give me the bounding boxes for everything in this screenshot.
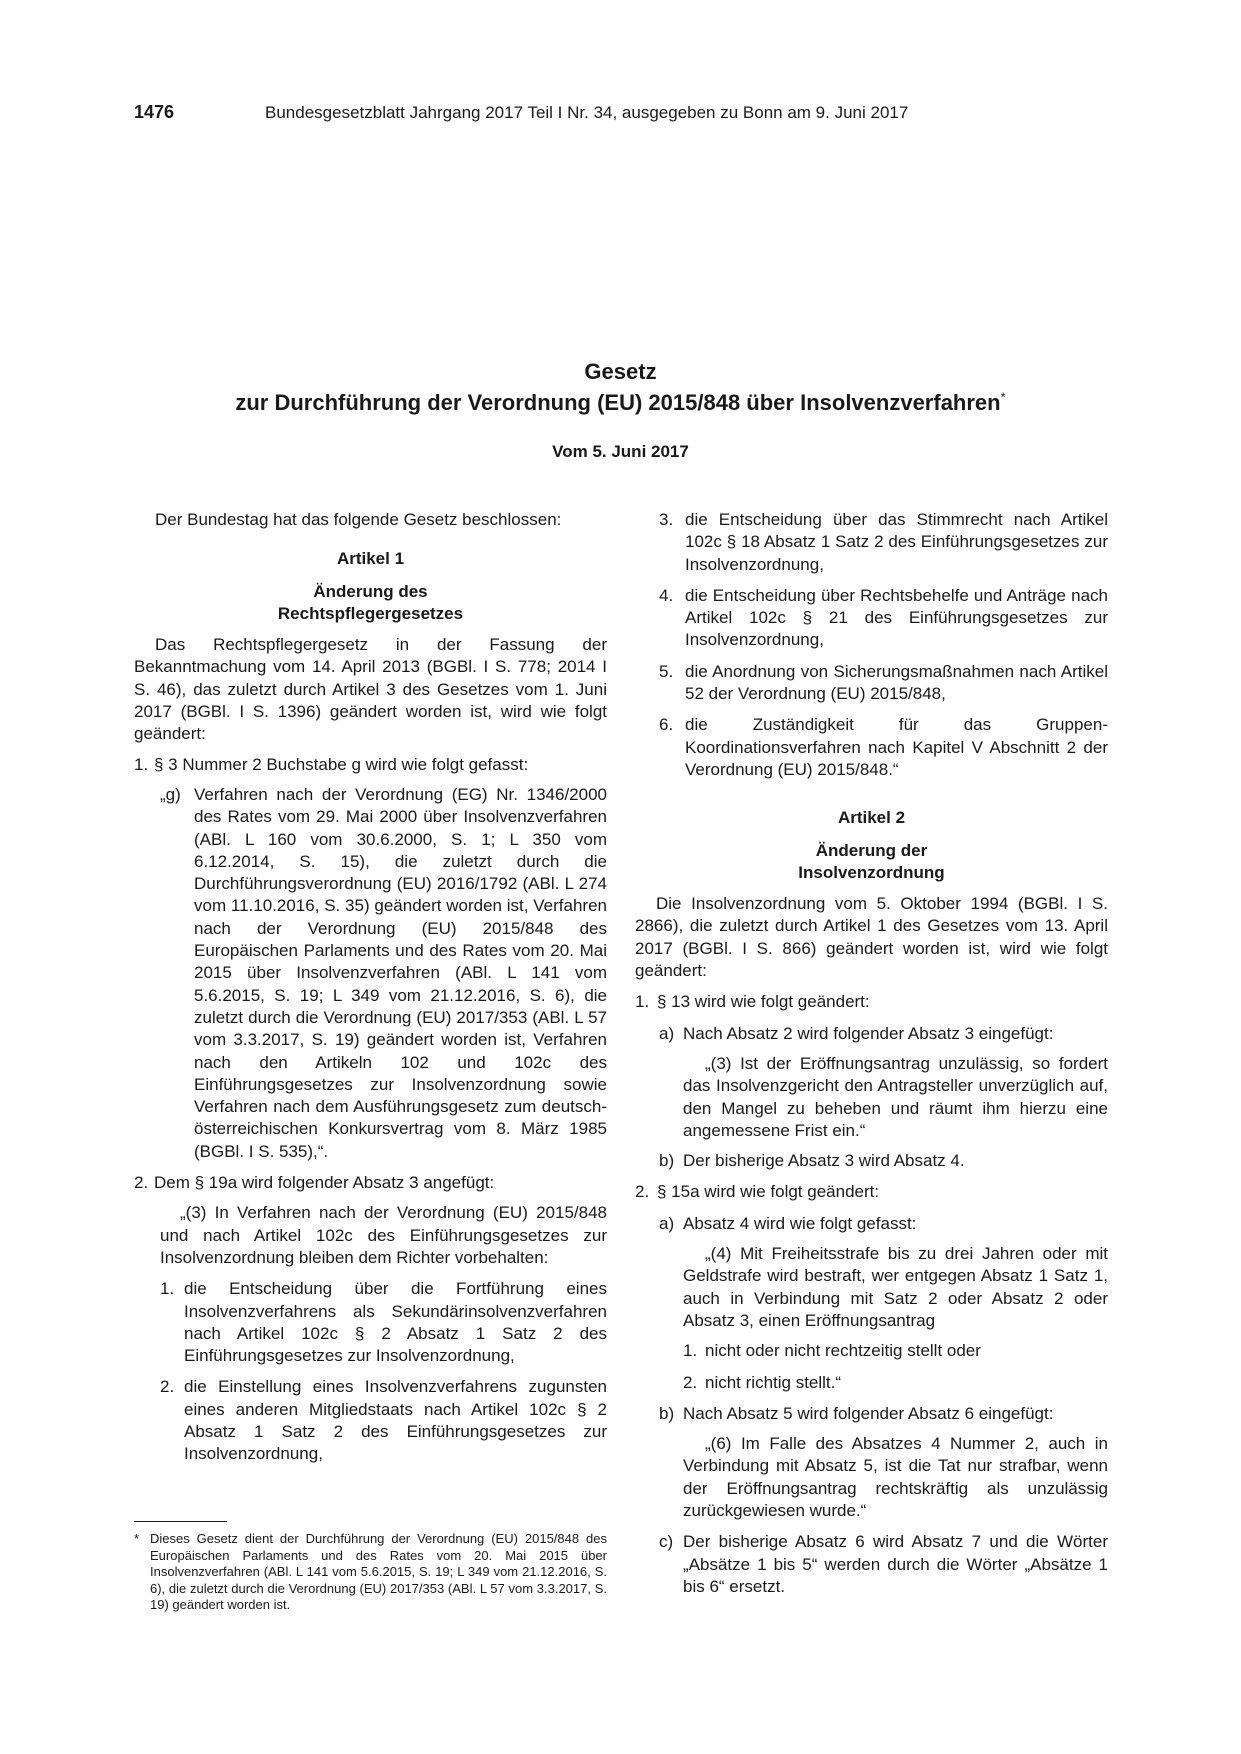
list-item [635, 991, 1108, 1013]
article-2-heading: Artikel 2 [837, 808, 906, 828]
list-number: 1. [134, 754, 149, 774]
article-1-subtitle-1: Änderung des [313, 581, 428, 601]
list-text: die Entscheidung über Rechtsbehelfe und Anträge nach Artikel 102c § 21 des Einführungsgesetzes zur Insolvenzordnung, [685, 585, 1108, 650]
list-text: nicht richtig stellt.“ [705, 1372, 842, 1392]
list-text: § 13 wird wie folgt geändert: [657, 992, 870, 1012]
list-number: 2. [134, 1173, 149, 1193]
list-item [659, 585, 1108, 652]
quoted-paragraph: „(3) Ist der Eröffnungsantrag unzulässig, so fordert das Insolvenzgericht den Antragsteller unverzüglich auf, den Mangel zu beheben und räumt ihm hierzu eine angemessene Frist ein.“ [683, 1053, 1108, 1140]
enactment-clause: Der Bundestag hat das folgende Gesetz beschlossen: [155, 510, 562, 529]
list-item [160, 784, 607, 1163]
list-item [659, 509, 1108, 576]
footnote [134, 1531, 607, 1614]
list-text: die Entscheidung über die Fortführung eines Insolvenzverfahrens als Sekundärinsolvenzverfahren nach Artikel 102c § 2 Absatz 1 Satz 2 des Einführungsgesetzes zur Insolvenzordnung, [184, 1279, 607, 1366]
list-text: Verfahren nach der Verordnung (EG) Nr. 1346/2000 des Rates vom 29. Mai 2000 über Insolvenzverfahren (ABl. L 160 vom 30.6.2000, S. 1; L 350 vom 6.12.2014, S. 15), die zuletzt durch die Durchführungsverordnung (EU) 2016/1792 (ABl. L 274 vom 11.10.2016, S. 35) geändert worden ist, Verfahren nach der Verordnung (EU) 2015/848 des Europäischen Parlaments und des Rates vom 20. Mai 2015 über Insolvenzverfahren (ABl. L 141 vom 5.6.2015, S. 19; L 349 vom 21.12.2016, S. 6), die zuletzt durch die Verordnung (EU) 2017/353 (ABl. L 57 vom 3.3.2017, S. 19) geändert worden ist, Verfahren nach den Artikeln 102 und 102c des Einführungsgesetzes zur Insolvenzordnung sowie Verfahren nach dem Ausführungsgesetz zum deutsch-österreichischen Konkursvertrag vom 8. März 1985 (BGBl. I S. 535),“. [194, 784, 607, 1161]
title-line-2-text: zur Durchführung der Verordnung (EU) 2015/848 über Insolvenzverfahren [235, 390, 1001, 415]
list-text: nicht oder nicht rechtzeitig stellt oder [705, 1341, 981, 1361]
list-number: 1. [160, 1279, 175, 1299]
list-item [160, 1376, 607, 1465]
law-title [0, 356, 1241, 418]
quoted-paragraph: „(3) In Verfahren nach der Verordnung (EU) 2015/848 und nach Artikel 102c des Einführungsgesetzes zur Insolvenzordnung bleiben dem Richter vorbehalten: [160, 1203, 607, 1267]
list-text: Der bisherige Absatz 6 wird Absatz 7 und die Wörter „Absätze 1 bis 5“ werden durch die Wörter „Absätze 1 bis 6“ ersetzt. [683, 1532, 1108, 1596]
quoted-paragraph: „(6) Im Falle des Absatzes 4 Nummer 2, auch in Verbindung mit Absatz 5, ist die Tat nur strafbar, wenn der Eröffnungsantrag rechtskräftig als unzulässig zurückgewiesen wurde.“ [683, 1434, 1108, 1520]
list-letter: b) [659, 1151, 675, 1171]
running-title: Bundesgesetzblatt Jahrgang 2017 Teil I Nr. 34, ausgegeben zu Bonn am 9. Juni 2017 [265, 103, 909, 122]
list-item [659, 1150, 1108, 1172]
list-item [659, 1403, 1108, 1425]
list-text: Dem § 19a wird folgender Absatz 3 angefügt: [154, 1173, 495, 1193]
article-2-subtitle-1: Änderung der [815, 840, 928, 860]
list-text: § 15a wird wie folgt geändert: [657, 1182, 880, 1202]
list-letter: b) [659, 1403, 675, 1423]
list-letter: a) [659, 1023, 675, 1043]
list-number: 3. [659, 510, 674, 529]
list-number: 1. [635, 992, 650, 1012]
list-item [659, 714, 1108, 781]
right-column [635, 509, 1108, 1598]
law-date: Vom 5. Juni 2017 [552, 442, 689, 461]
article-1-intro: Das Rechtspflegergesetz in der Fassung der Bekanntmachung vom 14. April 2013 (BGBl. I S. 778; 2014 I S. 46), das zuletzt durch Artikel 3 des Gesetzes vom 1. Juni 2017 (BGBl. I S. 1396) geändert worden ist, wird wie folgt geändert: [134, 635, 607, 744]
article-1-heading: Artikel 1 [336, 549, 405, 569]
list-item [659, 661, 1108, 706]
left-column [134, 509, 607, 1466]
running-header [134, 102, 1107, 126]
list-text: Nach Absatz 2 wird folgender Absatz 3 eingefügt: [683, 1023, 1054, 1043]
list-item [659, 1023, 1108, 1045]
list-number: 2. [635, 1182, 650, 1202]
footnote-text: Dieses Gesetz dient der Durchführung der Verordnung (EU) 2015/848 des Europäischen Parlaments und des Rates vom 20. Mai 2015 über Insolvenzverfahren (ABl. L 141 vom 5.6.2015, S. 19; L 349 vom 21.12.2016, S. 6), die zuletzt durch die Verordnung (EU) 2017/353 (ABl. L 57 vom 3.3.2017, S. 19) geändert worden ist. [150, 1531, 607, 1612]
list-text: die Zuständigkeit für das Gruppen-Koordinationsverfahren nach Kapitel V Abschnitt 2 der Verordnung (EU) 2015/848.“ [685, 715, 1108, 779]
list-item [683, 1340, 1108, 1362]
list-number: 5. [659, 661, 674, 681]
list-item [635, 1181, 1108, 1203]
list-text: die Anordnung von Sicherungsmaßnahmen nach Artikel 52 der Verordnung (EU) 2015/848, [685, 661, 1108, 704]
list-item [659, 1531, 1108, 1598]
title-line-1: Gesetz [584, 359, 657, 384]
list-item [160, 1278, 607, 1367]
list-item [134, 1172, 607, 1194]
list-number: 2. [160, 1377, 175, 1397]
list-text: die Entscheidung über das Stimmrecht nach Artikel 102c § 18 Absatz 1 Satz 2 des Einführungsgesetzes zur Insolvenzordnung, [685, 510, 1108, 574]
quoted-paragraph: „(4) Mit Freiheitsstrafe bis zu drei Jahren oder mit Geldstrafe wird bestraft, wer entgegen Absatz 1 Satz 1, auch in Verbindung mit Satz 2 oder Absatz 2 oder Absatz 3, einen Eröffnungsantrag [683, 1244, 1108, 1330]
title-line-2 [0, 387, 1241, 418]
article-2-intro: Die Insolvenzordnung vom 5. Oktober 1994 (BGBl. I S. 2866), die zuletzt durch Artikel 1 des Gesetzes vom 13. April 2017 (BGBl. I S. 866) geändert worden ist, wird wie folgt geändert: [635, 894, 1108, 981]
list-text: § 3 Nummer 2 Buchstabe g wird wie folgt gefasst: [154, 754, 529, 774]
article-2-subtitle-2: Insolvenzordnung [798, 862, 945, 882]
list-number: 1. [683, 1341, 698, 1361]
list-item [134, 754, 607, 776]
footnote-rule [134, 1521, 227, 1522]
list-item [683, 1372, 1108, 1394]
list-number: 2. [683, 1372, 698, 1392]
list-number: 4. [659, 585, 674, 605]
list-text: Absatz 4 wird wie folgt gefasst: [683, 1213, 917, 1233]
title-footnote-mark: * [1000, 389, 1006, 405]
footnote-mark: * [134, 1531, 140, 1546]
list-letter: c) [659, 1532, 674, 1552]
list-text: Der bisherige Absatz 3 wird Absatz 4. [683, 1151, 965, 1171]
page-number: 1476 [134, 102, 175, 122]
list-text: Nach Absatz 5 wird folgender Absatz 6 eingefügt: [683, 1403, 1054, 1423]
article-1-subtitle-2: Rechtspflegergesetzes [277, 603, 464, 623]
list-text: die Einstellung eines Insolvenzverfahrens zugunsten eines anderen Mitgliedstaats nach Artikel 102c § 2 Absatz 1 Satz 2 des Einführungsgesetzes zur Insolvenzordnung, [184, 1377, 607, 1464]
list-letter: „g) [160, 784, 181, 804]
list-item [659, 1213, 1108, 1235]
list-letter: a) [659, 1213, 675, 1233]
list-number: 6. [659, 715, 674, 735]
